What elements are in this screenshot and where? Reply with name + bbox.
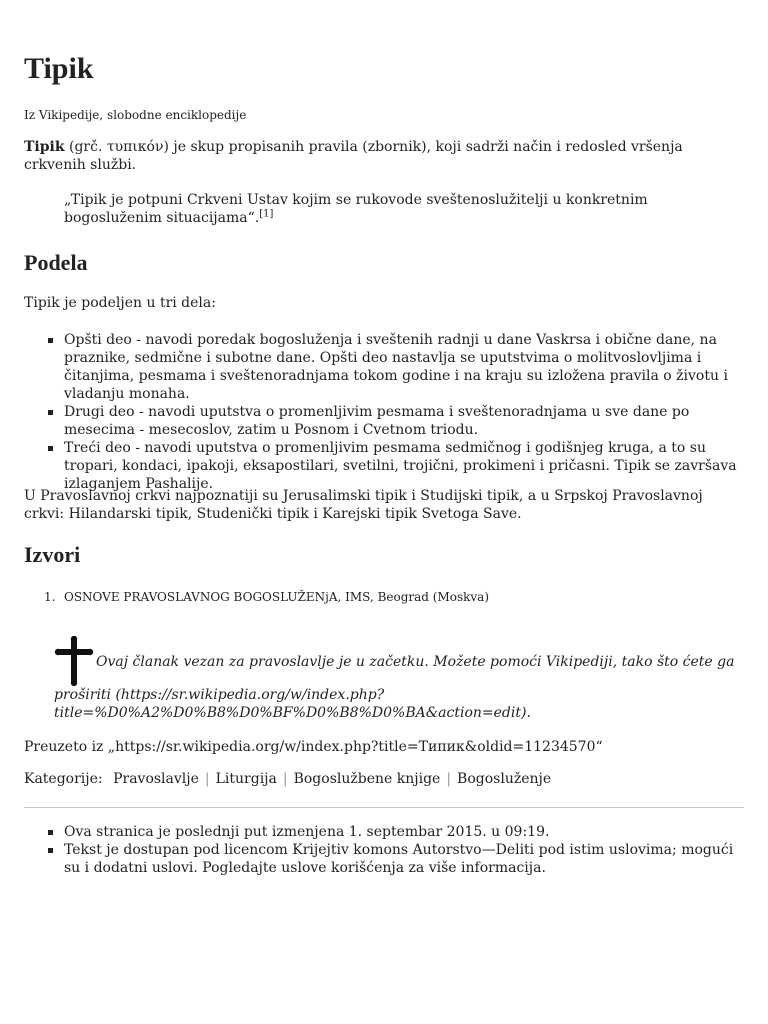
section-heading-podela: Podela xyxy=(24,250,88,275)
categories-label: Kategorije: xyxy=(24,771,103,787)
intro-paragraph xyxy=(24,138,734,174)
category-separator: | xyxy=(446,771,452,787)
reference-text: OSNOVE PRAVOSLAVNOG BOGOSLUŽENjA, IMS, Beograd (Moskva) xyxy=(64,590,490,604)
page-subtitle: Iz Vikipedije, slobodne enciklopedije xyxy=(24,108,247,122)
category-separator: | xyxy=(282,771,288,787)
stub-text: Ovaj članak vezan za pravoslavlje je u začetku. Možete pomoći Vikipediji, tako što ćete ga xyxy=(96,654,735,670)
references-list xyxy=(24,588,489,606)
orthodox-cross-icon xyxy=(54,636,94,686)
category-link[interactable]: Pravoslavlje xyxy=(113,771,199,787)
podela-intro: Tipik je podeljen u tri dela: xyxy=(24,295,216,311)
category-link[interactable]: Bogoslužbene knjige xyxy=(293,771,441,787)
category-bar xyxy=(24,770,551,788)
parts-list xyxy=(24,331,739,493)
tipici-paragraph: U Pravoslavnoj crkvi najpoznatiji su Jerusalimski tipik i Studijski tipik, a u Srpskoj Pravoslavnoj crkvi: Hilandarski tipik, Studenički tipik i Karejski tipik Svetoga Save. xyxy=(24,488,703,522)
intro-term: Tipik xyxy=(24,139,65,155)
footer-list xyxy=(24,823,739,877)
stub-edit-link[interactable]: proširiti (https://sr.wikipedia.org/w/index.php?title=%D0%A2%D0%B8%D0%BF%D0%B8%D0%BA&action=edit). xyxy=(54,687,531,721)
category-link[interactable]: Bogosluženje xyxy=(457,771,552,787)
blockquote xyxy=(64,191,734,227)
page-title: Tipik xyxy=(24,52,94,85)
list-item: Treći deo - navodi uputstva o promenljivim pesmama sedmičnog i godišnjeg kruga, a to su tropari, kondaci, ipakoji, eksapostilari, svetilni, trojični, prokimeni i pričasni. Tipik se završava izlaganjem Pashalije. xyxy=(24,439,739,493)
retrieved-from: Preuzeto iz „https://sr.wikipedia.org/w/index.php?title=Типик&oldid=11234570“ xyxy=(24,739,603,755)
reference-link[interactable]: [1] xyxy=(259,208,274,220)
list-item: Drugi deo - navodi uputstva o promenljivim pesmama i sveštenoradnjama u sve dane po mesecima - mesecoslov, zatim u Posnom i Cvetnom triodu. xyxy=(24,403,739,439)
category-link[interactable]: Liturgija xyxy=(215,771,277,787)
footer-license: Tekst je dostupan pod licencom Krijejtiv komons Autorstvo—Deliti pod istim uslovima; mogući su i dodatni uslovi. Pogledajte uslove korišćenja za više informacija. xyxy=(24,841,739,877)
intro-text: (grč. τυπικόν) je skup propisanih pravila (zbornik), koji sadrži način i redosled vršenja crkvenih službi. xyxy=(24,139,683,173)
footer-lastmod: Ova stranica je poslednji put izmenjena 1. septembar 2015. u 09:19. xyxy=(24,823,739,841)
footer-divider xyxy=(24,807,744,808)
reference-number: 1. xyxy=(44,590,56,604)
quote-text: „Tipik je potpuni Crkveni Ustav kojim se rukovode sveštenoslužitelji u konkretnim bogosluženim situacijama“. xyxy=(64,192,648,226)
section-heading-izvori: Izvori xyxy=(24,542,81,567)
category-separator: | xyxy=(204,771,210,787)
reference-item xyxy=(24,588,489,606)
list-item: Opšti deo - navodi poredak bogosluženja i sveštenih radnji u dane Vaskrsa i obične dane, na praznike, sedmične i subotne dane. Opšti deo nastavlja se uputstvima o molitvoslovljima i čitanjima, pesmama i sveštenoradnjama tokom godine i na kraju su izložena pravila o životu i vladanju monaha. xyxy=(24,331,739,403)
